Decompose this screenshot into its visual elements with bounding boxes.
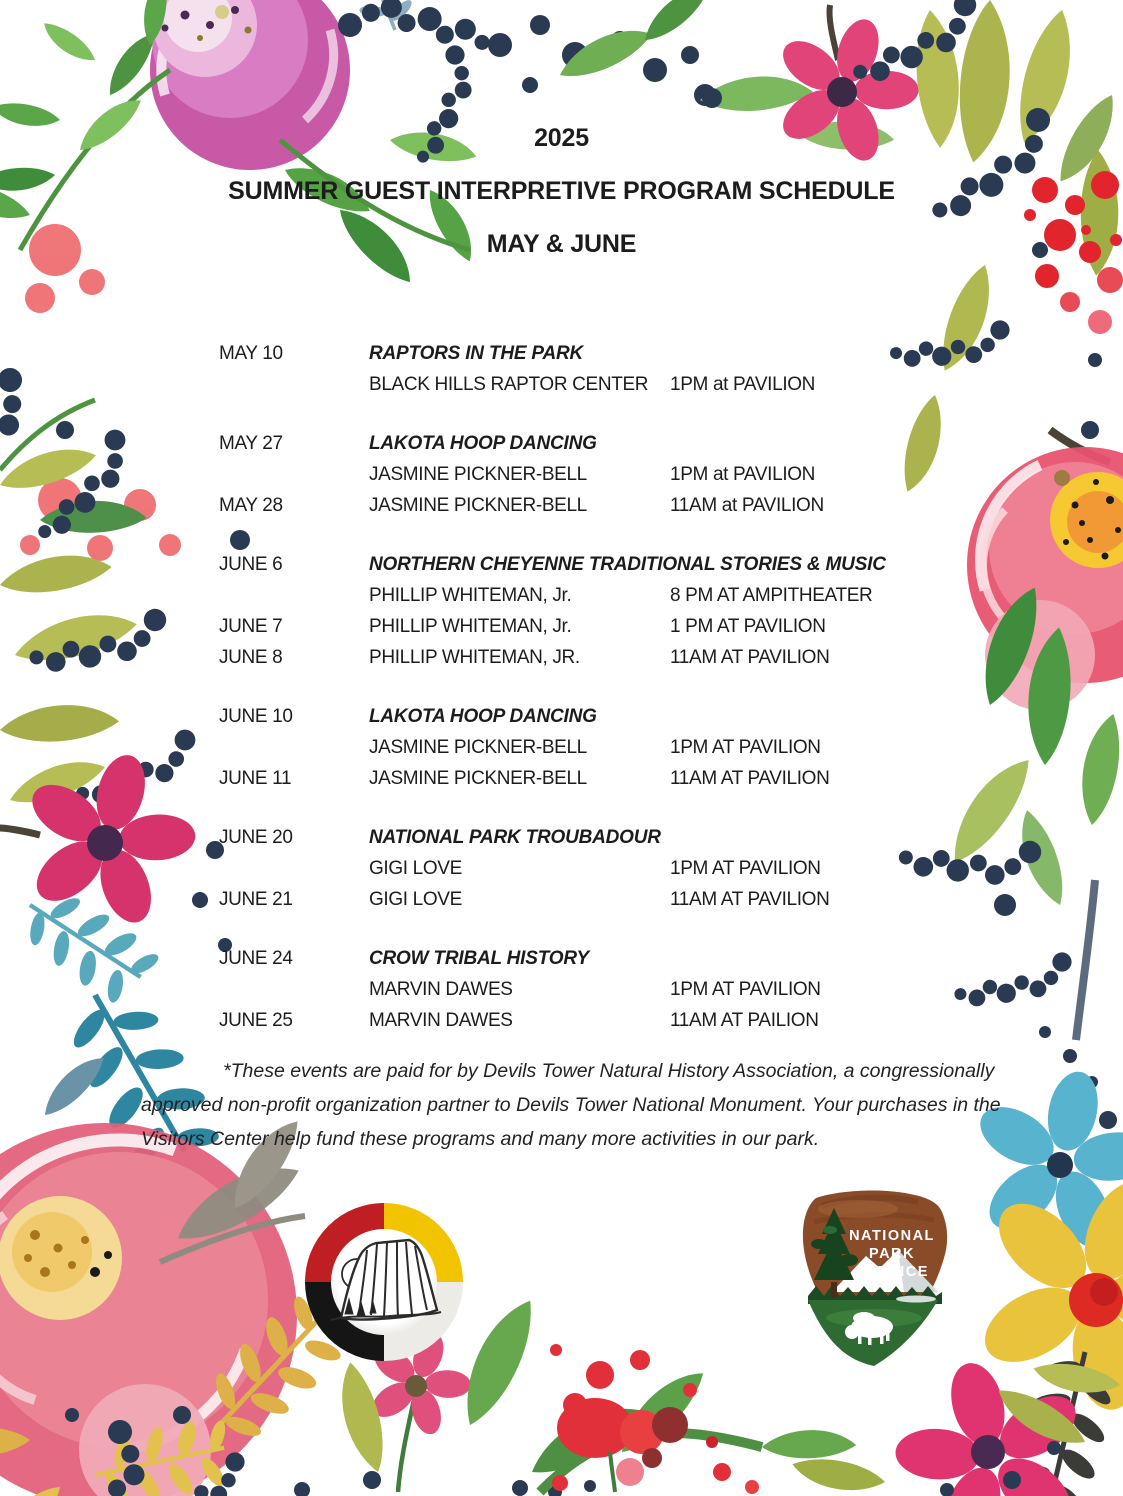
event-date: JUNE 11 (219, 767, 292, 789)
event-program: LAKOTA HOOP DANCING (369, 432, 597, 454)
program-schedule (219, 338, 939, 1036)
event-time: 11AM AT PAVILION (670, 767, 830, 789)
schedule-row (219, 428, 939, 459)
event-date: JUNE 8 (219, 646, 283, 668)
schedule-row (219, 763, 939, 794)
event-presenter: JASMINE PICKNER-BELL (369, 494, 587, 516)
title-block (0, 124, 1123, 283)
event-time: 1 PM AT PAVILION (670, 615, 826, 637)
event-presenter: GIGI LOVE (369, 888, 462, 910)
event-time: 1PM at PAVILION (670, 463, 816, 485)
medicine-wheel-logo (301, 1202, 467, 1362)
event-program: RAPTORS IN THE PARK (369, 342, 584, 364)
event-time: 8 PM AT AMPITHEATER (670, 584, 873, 606)
nps-arrowhead-logo (786, 1182, 960, 1374)
event-date: JUNE 7 (219, 615, 283, 637)
event-presenter: PHILLIP WHITEMAN, Jr. (369, 584, 572, 606)
schedule-row (219, 732, 939, 763)
event-presenter: BLACK HILLS RAPTOR CENTER (369, 373, 649, 395)
event-date: JUNE 20 (219, 826, 293, 848)
page-subtitle: MAY & JUNE (486, 230, 637, 258)
event-date: JUNE 24 (219, 947, 293, 969)
event-presenter: GIGI LOVE (369, 857, 462, 879)
nps-text-line3: SERVICE (855, 1264, 929, 1280)
event-date: JUNE 25 (219, 1009, 293, 1031)
nps-text-line2: PARK (868, 1246, 916, 1262)
schedule-row (219, 490, 939, 521)
schedule-row (219, 853, 939, 884)
event-date: MAY 27 (219, 432, 283, 454)
event-date: JUNE 6 (219, 553, 283, 575)
event-date: MAY 10 (219, 342, 283, 364)
year-title: 2025 (534, 124, 589, 152)
event-program: NATIONAL PARK TROUBADOUR (369, 826, 661, 848)
event-presenter: PHILLIP WHITEMAN, JR. (369, 646, 580, 668)
schedule-row (219, 884, 939, 915)
event-time: 1PM AT PAVILION (670, 857, 821, 879)
event-program: LAKOTA HOOP DANCING (369, 705, 597, 727)
schedule-row (219, 943, 939, 974)
schedule-row (219, 822, 939, 853)
event-time: 1PM at PAVILION (670, 373, 816, 395)
schedule-row (219, 974, 939, 1005)
event-presenter: JASMINE PICKNER-BELL (369, 736, 587, 758)
event-date: JUNE 10 (219, 705, 293, 727)
event-time: 1PM AT PAVILION (670, 978, 821, 1000)
schedule-row (219, 1005, 939, 1036)
lake (896, 1296, 936, 1303)
schedule-row (219, 459, 939, 490)
event-time: 11AM AT PAVILION (670, 646, 830, 668)
schedule-row (219, 611, 939, 642)
schedule-row (219, 580, 939, 611)
event-date: MAY 28 (219, 494, 283, 516)
nps-text-line1: NATIONAL (849, 1228, 935, 1244)
event-presenter: MARVIN DAWES (369, 1009, 513, 1031)
schedule-row (219, 701, 939, 732)
page-title: SUMMER GUEST INTERPRETIVE PROGRAM SCHEDULE (228, 177, 895, 205)
event-time: 11AM at PAVILION (670, 494, 824, 516)
event-time: 11AM AT PAILION (670, 1009, 819, 1031)
event-date: JUNE 21 (219, 888, 293, 910)
funding-footnote: *These events are paid for by Devils Tower Natural History Association, a congressionally approved non-profit organization partner to Devils Tower National Monument. Your purchases in the Visitors Center help fund these programs and many more activities in our park. (141, 1060, 1001, 1150)
event-time: 11AM AT PAVILION (670, 888, 830, 910)
schedule-row (219, 549, 939, 580)
schedule-row (219, 338, 939, 369)
event-program: CROW TRIBAL HISTORY (369, 947, 589, 969)
event-time: 1PM AT PAVILION (670, 736, 821, 758)
schedule-row (219, 642, 939, 673)
event-presenter: JASMINE PICKNER-BELL (369, 463, 587, 485)
event-presenter: PHILLIP WHITEMAN, Jr. (369, 615, 572, 637)
event-presenter: JASMINE PICKNER-BELL (369, 767, 587, 789)
schedule-row (219, 369, 939, 400)
event-presenter: MARVIN DAWES (369, 978, 513, 1000)
event-program: NORTHERN CHEYENNE TRADITIONAL STORIES & MUSIC (369, 553, 886, 575)
